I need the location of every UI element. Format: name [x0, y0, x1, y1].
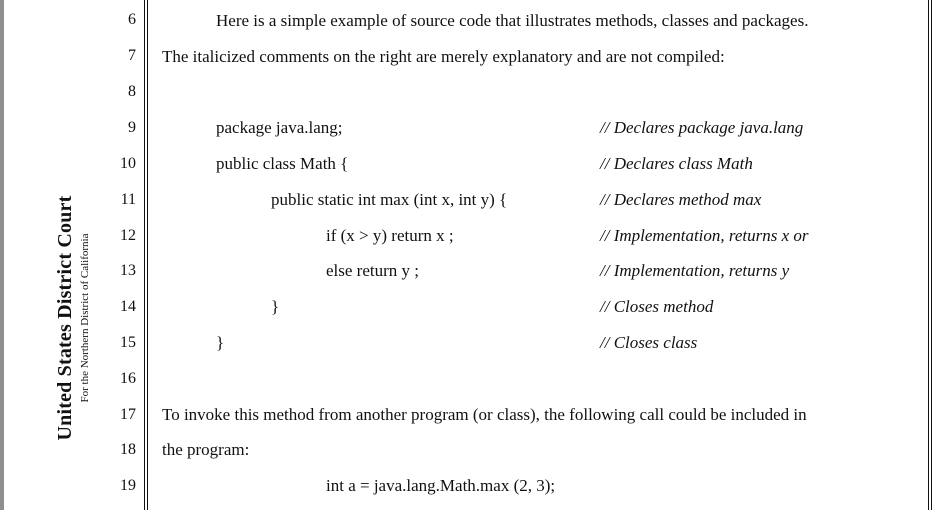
line-number: 17 [120, 406, 136, 423]
code-call-line: int a = java.lang.Math.max (2, 3); [326, 476, 556, 495]
line-number-rule-left [144, 0, 145, 510]
right-margin-rule-right [931, 0, 932, 510]
code-method-line: public static int max (int x, int y) { [271, 190, 508, 209]
comment-close-class: // Closes class [600, 333, 698, 352]
line-number: 9 [128, 119, 136, 136]
line-number: 16 [120, 370, 136, 387]
right-margin-rule-left [928, 0, 929, 510]
line-number: 8 [128, 83, 136, 100]
code-if-line: if (x > y) return x ; [326, 226, 454, 245]
line-number: 14 [120, 298, 136, 315]
line-number: 12 [120, 227, 136, 244]
intro-line-2: The italicized comments on the right are merely explanatory and are not compiled: [162, 47, 725, 66]
invoke-paragraph-line-1: To invoke this method from another program (or class), the following call could be included in [162, 405, 807, 424]
court-district: For the Northern District of California [79, 233, 91, 403]
comment-close-method: // Closes method [600, 297, 714, 316]
code-close-method: } [271, 297, 280, 316]
code-else-line: else return y ; [326, 261, 419, 280]
line-number: 13 [120, 262, 136, 279]
comment-method: // Declares method max [600, 190, 762, 209]
left-page-edge [0, 0, 4, 510]
line-number: 10 [120, 155, 136, 172]
line-number: 18 [120, 441, 136, 458]
invoke-paragraph-line-2: the program: [162, 440, 250, 459]
code-package-line: package java.lang; [216, 118, 343, 137]
comment-package: // Declares package java.lang [600, 118, 804, 137]
line-number: 11 [120, 191, 136, 208]
court-name: United States District Court [54, 195, 76, 441]
comment-returns-y: // Implementation, returns y [600, 261, 790, 280]
court-caption [52, 195, 92, 440]
line-number: 6 [128, 11, 136, 28]
comment-returns-x: // Implementation, returns x or [600, 226, 809, 245]
line-number-rule-right [147, 0, 148, 510]
line-number: 19 [120, 477, 136, 494]
comment-class: // Declares class Math [600, 154, 753, 173]
code-close-class: } [216, 333, 225, 352]
line-number: 15 [120, 334, 136, 351]
line-number: 7 [128, 47, 136, 64]
intro-line-1: Here is a simple example of source code that illustrates methods, classes and packages. [216, 11, 809, 30]
code-class-line: public class Math { [216, 154, 349, 173]
